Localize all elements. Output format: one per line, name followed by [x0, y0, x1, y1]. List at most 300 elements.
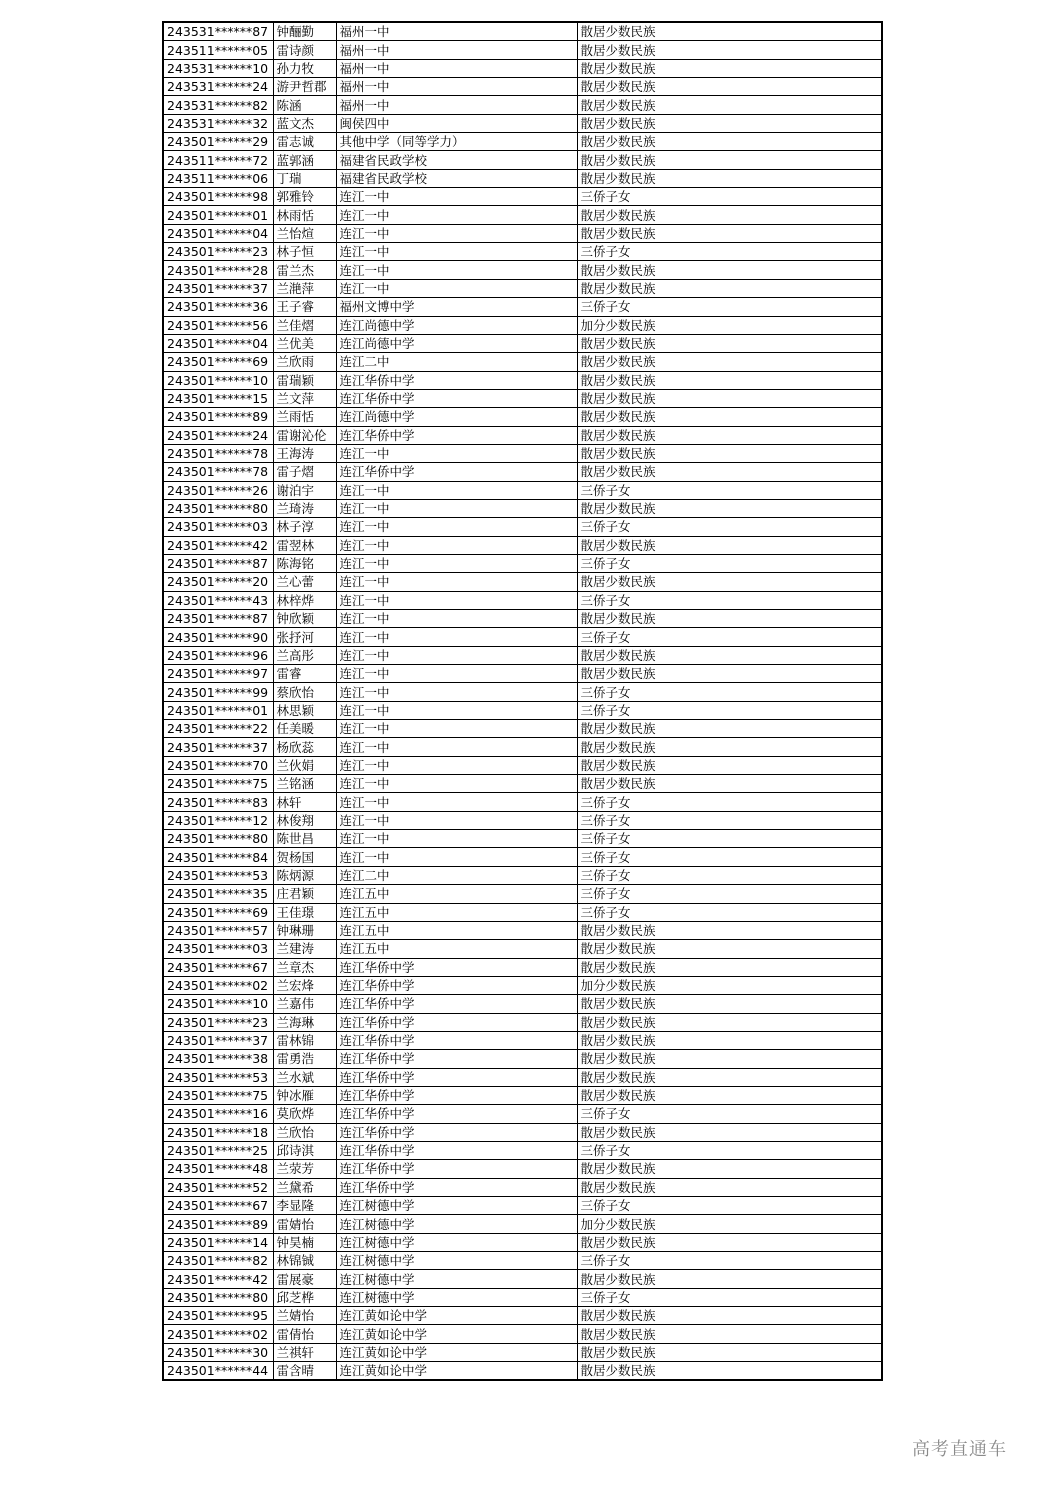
exam-number-cell: 243501******87	[163, 554, 273, 572]
exam-number-cell: 243531******32	[163, 114, 273, 132]
category-cell: 散居少数民族	[577, 78, 882, 96]
category-cell: 散居少数民族	[577, 261, 882, 279]
school-cell: 连江一中	[336, 518, 577, 536]
student-name-cell: 郭雅铃	[273, 188, 336, 206]
table-row	[163, 22, 882, 41]
school-cell: 连江一中	[336, 683, 577, 701]
category-cell: 三侨子女	[577, 188, 882, 206]
school-cell: 连江一中	[336, 665, 577, 683]
school-cell: 连江树德中学	[336, 1252, 577, 1270]
table-row	[163, 1307, 882, 1325]
category-cell: 散居少数民族	[577, 444, 882, 462]
exam-number-cell: 243501******57	[163, 921, 273, 939]
school-cell: 连江尚德中学	[336, 408, 577, 426]
exam-number-cell: 243531******10	[163, 59, 273, 77]
exam-number-cell: 243501******42	[163, 1270, 273, 1288]
school-cell: 连江一中	[336, 628, 577, 646]
exam-number-cell: 243501******37	[163, 738, 273, 756]
category-cell: 散居少数民族	[577, 59, 882, 77]
school-cell: 福建省民政学校	[336, 151, 577, 169]
table-row	[163, 499, 882, 517]
student-name-cell: 兰海琳	[273, 1013, 336, 1031]
exam-number-cell: 243501******22	[163, 720, 273, 738]
category-cell: 散居少数民族	[577, 1362, 882, 1381]
school-cell: 连江华侨中学	[336, 1105, 577, 1123]
school-cell: 连江树德中学	[336, 1233, 577, 1251]
category-cell: 散居少数民族	[577, 206, 882, 224]
category-cell: 散居少数民族	[577, 1031, 882, 1049]
table-row	[163, 885, 882, 903]
table-row	[163, 1252, 882, 1270]
category-cell: 散居少数民族	[577, 353, 882, 371]
exam-number-cell: 243501******18	[163, 1123, 273, 1141]
exam-number-cell: 243531******82	[163, 96, 273, 114]
table-row	[163, 573, 882, 591]
exam-number-cell: 243501******99	[163, 683, 273, 701]
table-row	[163, 206, 882, 224]
school-cell: 连江一中	[336, 610, 577, 628]
school-cell: 连江华侨中学	[336, 371, 577, 389]
school-cell: 连江一中	[336, 261, 577, 279]
school-cell: 福州一中	[336, 41, 577, 59]
category-cell: 散居少数民族	[577, 775, 882, 793]
exam-number-cell: 243501******69	[163, 903, 273, 921]
category-cell: 三侨子女	[577, 683, 882, 701]
table-row	[163, 940, 882, 958]
student-name-cell: 兰心蕾	[273, 573, 336, 591]
school-cell: 连江尚德中学	[336, 334, 577, 352]
table-row	[163, 610, 882, 628]
school-cell: 连江华侨中学	[336, 1031, 577, 1049]
exam-number-cell: 243501******67	[163, 958, 273, 976]
exam-number-cell: 243501******15	[163, 389, 273, 407]
category-cell: 散居少数民族	[577, 463, 882, 481]
school-cell: 连江华侨中学	[336, 1086, 577, 1104]
category-cell: 三侨子女	[577, 1105, 882, 1123]
table-row	[163, 756, 882, 774]
student-name-cell: 兰水斌	[273, 1068, 336, 1086]
student-name-cell: 林梓烨	[273, 591, 336, 609]
exam-number-cell: 243501******70	[163, 756, 273, 774]
exam-number-cell: 243501******82	[163, 1252, 273, 1270]
exam-number-cell: 243501******69	[163, 353, 273, 371]
school-cell: 连江黄如论中学	[336, 1325, 577, 1343]
school-cell: 连江一中	[336, 206, 577, 224]
school-cell: 连江五中	[336, 903, 577, 921]
school-cell: 连江五中	[336, 885, 577, 903]
table-row	[163, 591, 882, 609]
student-name-cell: 蓝文杰	[273, 114, 336, 132]
school-cell: 闽侯四中	[336, 114, 577, 132]
table-row	[163, 793, 882, 811]
category-cell: 散居少数民族	[577, 1123, 882, 1141]
student-name-cell: 兰宏烽	[273, 976, 336, 994]
category-cell: 散居少数民族	[577, 114, 882, 132]
category-cell: 三侨子女	[577, 1288, 882, 1306]
student-name-cell: 兰佳熠	[273, 316, 336, 334]
table-row	[163, 59, 882, 77]
exam-number-cell: 243501******20	[163, 573, 273, 591]
school-cell: 连江华侨中学	[336, 463, 577, 481]
category-cell: 散居少数民族	[577, 1178, 882, 1196]
student-name-cell: 兰滟萍	[273, 279, 336, 297]
exam-number-cell: 243501******84	[163, 848, 273, 866]
exam-number-cell: 243501******23	[163, 1013, 273, 1031]
table-row	[163, 316, 882, 334]
exam-number-cell: 243501******29	[163, 133, 273, 151]
table-row	[163, 995, 882, 1013]
table-row	[163, 921, 882, 939]
exam-number-cell: 243501******80	[163, 1288, 273, 1306]
student-name-cell: 兰琦涛	[273, 499, 336, 517]
table-row	[163, 958, 882, 976]
student-name-cell: 王子睿	[273, 298, 336, 316]
exam-number-cell: 243501******36	[163, 298, 273, 316]
table-row	[163, 261, 882, 279]
exam-number-cell: 243531******24	[163, 78, 273, 96]
category-cell: 散居少数民族	[577, 940, 882, 958]
table-row	[163, 1068, 882, 1086]
student-name-cell: 钟欣颖	[273, 610, 336, 628]
exam-number-cell: 243501******10	[163, 371, 273, 389]
category-cell: 三侨子女	[577, 830, 882, 848]
table-row	[163, 720, 882, 738]
table-row	[163, 976, 882, 994]
table-row	[163, 1123, 882, 1141]
table-row	[163, 188, 882, 206]
table-row	[163, 866, 882, 884]
exam-number-cell: 243501******53	[163, 1068, 273, 1086]
category-cell: 散居少数民族	[577, 1160, 882, 1178]
category-cell: 三侨子女	[577, 1197, 882, 1215]
exam-number-cell: 243501******04	[163, 224, 273, 242]
student-name-cell: 兰文萍	[273, 389, 336, 407]
student-name-cell: 钟昊楠	[273, 1233, 336, 1251]
school-cell: 连江一中	[336, 279, 577, 297]
table-row	[163, 41, 882, 59]
category-cell: 三侨子女	[577, 866, 882, 884]
category-cell: 散居少数民族	[577, 426, 882, 444]
school-cell: 连江一中	[336, 738, 577, 756]
school-cell: 连江华侨中学	[336, 1123, 577, 1141]
school-cell: 福州一中	[336, 78, 577, 96]
exam-number-cell: 243501******28	[163, 261, 273, 279]
school-cell: 连江一中	[336, 720, 577, 738]
student-name-cell: 兰祺轩	[273, 1343, 336, 1361]
student-name-cell: 丁瑞	[273, 169, 336, 187]
exam-number-cell: 243501******95	[163, 1307, 273, 1325]
table-row	[163, 701, 882, 719]
exam-number-cell: 243501******67	[163, 1197, 273, 1215]
school-cell: 连江一中	[336, 756, 577, 774]
category-cell: 散居少数民族	[577, 96, 882, 114]
school-cell: 连江一中	[336, 793, 577, 811]
table-row	[163, 1178, 882, 1196]
school-cell: 连江黄如论中学	[336, 1343, 577, 1361]
student-name-cell: 雷谢沁伦	[273, 426, 336, 444]
table-row	[163, 646, 882, 664]
school-cell: 福建省民政学校	[336, 169, 577, 187]
table-row	[163, 1050, 882, 1068]
student-name-cell: 雷婧怡	[273, 1215, 336, 1233]
exam-number-cell: 243501******01	[163, 701, 273, 719]
category-cell: 散居少数民族	[577, 1270, 882, 1288]
category-cell: 散居少数民族	[577, 646, 882, 664]
table-row	[163, 298, 882, 316]
student-name-cell: 兰嘉伟	[273, 995, 336, 1013]
student-name-cell: 兰雨恬	[273, 408, 336, 426]
table-row	[163, 1325, 882, 1343]
exam-number-cell: 243501******23	[163, 243, 273, 261]
category-cell: 散居少数民族	[577, 665, 882, 683]
student-name-cell: 兰优美	[273, 334, 336, 352]
category-cell: 散居少数民族	[577, 536, 882, 554]
exam-number-cell: 243501******35	[163, 885, 273, 903]
table-row	[163, 1160, 882, 1178]
student-name-cell: 孙力牧	[273, 59, 336, 77]
exam-number-cell: 243501******03	[163, 518, 273, 536]
student-name-cell: 雷翌林	[273, 536, 336, 554]
table-row	[163, 1013, 882, 1031]
category-cell: 三侨子女	[577, 554, 882, 572]
table-row	[163, 1141, 882, 1159]
table-row	[163, 1197, 882, 1215]
category-cell: 三侨子女	[577, 518, 882, 536]
category-cell: 散居少数民族	[577, 1013, 882, 1031]
school-cell: 连江黄如论中学	[336, 1307, 577, 1325]
exam-number-cell: 243501******56	[163, 316, 273, 334]
student-name-cell: 庄君颖	[273, 885, 336, 903]
student-name-cell: 邱诗淇	[273, 1141, 336, 1159]
school-cell: 连江一中	[336, 811, 577, 829]
school-cell: 连江一中	[336, 499, 577, 517]
category-cell: 散居少数民族	[577, 1233, 882, 1251]
exam-number-cell: 243501******02	[163, 1325, 273, 1343]
category-cell: 三侨子女	[577, 793, 882, 811]
category-cell: 三侨子女	[577, 298, 882, 316]
exam-number-cell: 243501******10	[163, 995, 273, 1013]
student-name-cell: 雷志诚	[273, 133, 336, 151]
exam-number-cell: 243501******44	[163, 1362, 273, 1381]
table-row	[163, 554, 882, 572]
school-cell: 连江一中	[336, 830, 577, 848]
table-row	[163, 169, 882, 187]
school-cell: 连江一中	[336, 243, 577, 261]
student-name-cell: 兰欣怡	[273, 1123, 336, 1141]
exam-number-cell: 243501******75	[163, 775, 273, 793]
school-cell: 连江五中	[336, 940, 577, 958]
exam-number-cell: 243501******97	[163, 665, 273, 683]
student-name-cell: 兰黛希	[273, 1178, 336, 1196]
student-name-cell: 陈涵	[273, 96, 336, 114]
table-row	[163, 830, 882, 848]
exam-number-cell: 243501******02	[163, 976, 273, 994]
school-cell: 连江树德中学	[336, 1197, 577, 1215]
category-cell: 三侨子女	[577, 1252, 882, 1270]
table-row	[163, 1288, 882, 1306]
category-cell: 散居少数民族	[577, 720, 882, 738]
category-cell: 散居少数民族	[577, 22, 882, 41]
table-row	[163, 1233, 882, 1251]
category-cell: 散居少数民族	[577, 169, 882, 187]
exam-number-cell: 243501******78	[163, 463, 273, 481]
exam-number-cell: 243501******89	[163, 408, 273, 426]
category-cell: 散居少数民族	[577, 133, 882, 151]
category-cell: 散居少数民族	[577, 224, 882, 242]
exam-number-cell: 243501******30	[163, 1343, 273, 1361]
category-cell: 散居少数民族	[577, 151, 882, 169]
school-cell: 连江尚德中学	[336, 316, 577, 334]
student-name-cell: 王佳璟	[273, 903, 336, 921]
category-cell: 散居少数民族	[577, 1050, 882, 1068]
school-cell: 连江一中	[336, 775, 577, 793]
category-cell: 散居少数民族	[577, 408, 882, 426]
category-cell: 散居少数民族	[577, 610, 882, 628]
exam-number-cell: 243501******37	[163, 1031, 273, 1049]
student-name-cell: 陈海铭	[273, 554, 336, 572]
student-name-cell: 杨欣蕊	[273, 738, 336, 756]
school-cell: 连江华侨中学	[336, 1068, 577, 1086]
category-cell: 散居少数民族	[577, 499, 882, 517]
school-cell: 连江二中	[336, 866, 577, 884]
table-row	[163, 738, 882, 756]
exam-number-cell: 243501******80	[163, 499, 273, 517]
table-row	[163, 1270, 882, 1288]
exam-number-cell: 243501******80	[163, 830, 273, 848]
school-cell: 连江一中	[336, 573, 577, 591]
category-cell: 散居少数民族	[577, 371, 882, 389]
category-cell: 三侨子女	[577, 701, 882, 719]
category-cell: 散居少数民族	[577, 334, 882, 352]
student-name-cell: 张抒河	[273, 628, 336, 646]
student-name-cell: 钟冰雁	[273, 1086, 336, 1104]
school-cell: 连江一中	[336, 444, 577, 462]
exam-number-cell: 243511******72	[163, 151, 273, 169]
table-row	[163, 426, 882, 444]
student-name-cell: 雷诗颜	[273, 41, 336, 59]
category-cell: 散居少数民族	[577, 389, 882, 407]
student-name-cell: 王海涛	[273, 444, 336, 462]
category-cell: 三侨子女	[577, 1141, 882, 1159]
exam-number-cell: 243531******87	[163, 22, 273, 41]
exam-number-cell: 243501******38	[163, 1050, 273, 1068]
table-row	[163, 334, 882, 352]
school-cell: 福州文博中学	[336, 298, 577, 316]
exam-number-cell: 243501******37	[163, 279, 273, 297]
school-cell: 连江一中	[336, 554, 577, 572]
table-row	[163, 371, 882, 389]
table-row	[163, 114, 882, 132]
student-name-cell: 雷勇浩	[273, 1050, 336, 1068]
school-cell: 连江一中	[336, 701, 577, 719]
table-row	[163, 279, 882, 297]
exam-number-cell: 243501******53	[163, 866, 273, 884]
school-cell: 连江华侨中学	[336, 1141, 577, 1159]
student-name-cell: 雷睿	[273, 665, 336, 683]
exam-number-cell: 243501******52	[163, 1178, 273, 1196]
school-cell: 连江一中	[336, 848, 577, 866]
student-name-cell: 贺杨国	[273, 848, 336, 866]
category-cell: 三侨子女	[577, 848, 882, 866]
exam-number-cell: 243501******16	[163, 1105, 273, 1123]
table-row	[163, 1105, 882, 1123]
table-row	[163, 903, 882, 921]
category-cell: 散居少数民族	[577, 995, 882, 1013]
category-cell: 散居少数民族	[577, 1068, 882, 1086]
student-name-cell: 兰建涛	[273, 940, 336, 958]
table-row	[163, 1343, 882, 1361]
category-cell: 散居少数民族	[577, 1307, 882, 1325]
table-row	[163, 96, 882, 114]
student-name-cell: 蔡欣怡	[273, 683, 336, 701]
student-name-cell: 兰高彤	[273, 646, 336, 664]
student-name-cell: 陈世昌	[273, 830, 336, 848]
category-cell: 散居少数民族	[577, 1325, 882, 1343]
exam-number-cell: 243501******89	[163, 1215, 273, 1233]
student-name-cell: 钟酾勤	[273, 22, 336, 41]
watermark-text: 高考直通车	[912, 1439, 1007, 1460]
school-cell: 连江华侨中学	[336, 1160, 577, 1178]
school-cell: 连江华侨中学	[336, 1050, 577, 1068]
school-cell: 其他中学（同等学力）	[336, 133, 577, 151]
exam-number-cell: 243501******12	[163, 811, 273, 829]
category-cell: 三侨子女	[577, 903, 882, 921]
student-name-cell: 李显隆	[273, 1197, 336, 1215]
school-cell: 连江一中	[336, 188, 577, 206]
exam-number-cell: 243501******98	[163, 188, 273, 206]
student-name-cell: 陈炳源	[273, 866, 336, 884]
school-cell: 连江树德中学	[336, 1288, 577, 1306]
student-name-cell: 林锦铖	[273, 1252, 336, 1270]
table-row	[163, 133, 882, 151]
school-cell: 连江黄如论中学	[336, 1362, 577, 1381]
category-cell: 加分少数民族	[577, 316, 882, 334]
exam-number-cell: 243501******75	[163, 1086, 273, 1104]
school-cell: 连江树德中学	[336, 1215, 577, 1233]
category-cell: 加分少数民族	[577, 1215, 882, 1233]
school-cell: 连江华侨中学	[336, 1013, 577, 1031]
table-row	[163, 1086, 882, 1104]
school-cell: 连江华侨中学	[336, 958, 577, 976]
exam-number-cell: 243501******24	[163, 426, 273, 444]
student-name-cell: 兰章杰	[273, 958, 336, 976]
table-row	[163, 1031, 882, 1049]
category-cell: 散居少数民族	[577, 921, 882, 939]
table-row	[163, 683, 882, 701]
school-cell: 连江华侨中学	[336, 426, 577, 444]
student-name-cell: 林俊翔	[273, 811, 336, 829]
table-row	[163, 1215, 882, 1233]
student-name-cell: 雷瑞颖	[273, 371, 336, 389]
category-cell: 三侨子女	[577, 591, 882, 609]
category-cell: 散居少数民族	[577, 573, 882, 591]
student-name-cell: 兰欣雨	[273, 353, 336, 371]
exam-number-cell: 243501******14	[163, 1233, 273, 1251]
exam-number-cell: 243501******83	[163, 793, 273, 811]
exam-number-cell: 243501******96	[163, 646, 273, 664]
student-name-cell: 兰怡煊	[273, 224, 336, 242]
table-row	[163, 1362, 882, 1381]
school-cell: 连江树德中学	[336, 1270, 577, 1288]
student-name-cell: 林子淳	[273, 518, 336, 536]
student-name-cell: 兰婧怡	[273, 1307, 336, 1325]
school-cell: 连江华侨中学	[336, 995, 577, 1013]
student-name-cell: 莫欣烨	[273, 1105, 336, 1123]
student-name-cell: 蓝郭涵	[273, 151, 336, 169]
student-name-cell: 兰伙娟	[273, 756, 336, 774]
category-cell: 加分少数民族	[577, 976, 882, 994]
school-cell: 连江华侨中学	[336, 389, 577, 407]
